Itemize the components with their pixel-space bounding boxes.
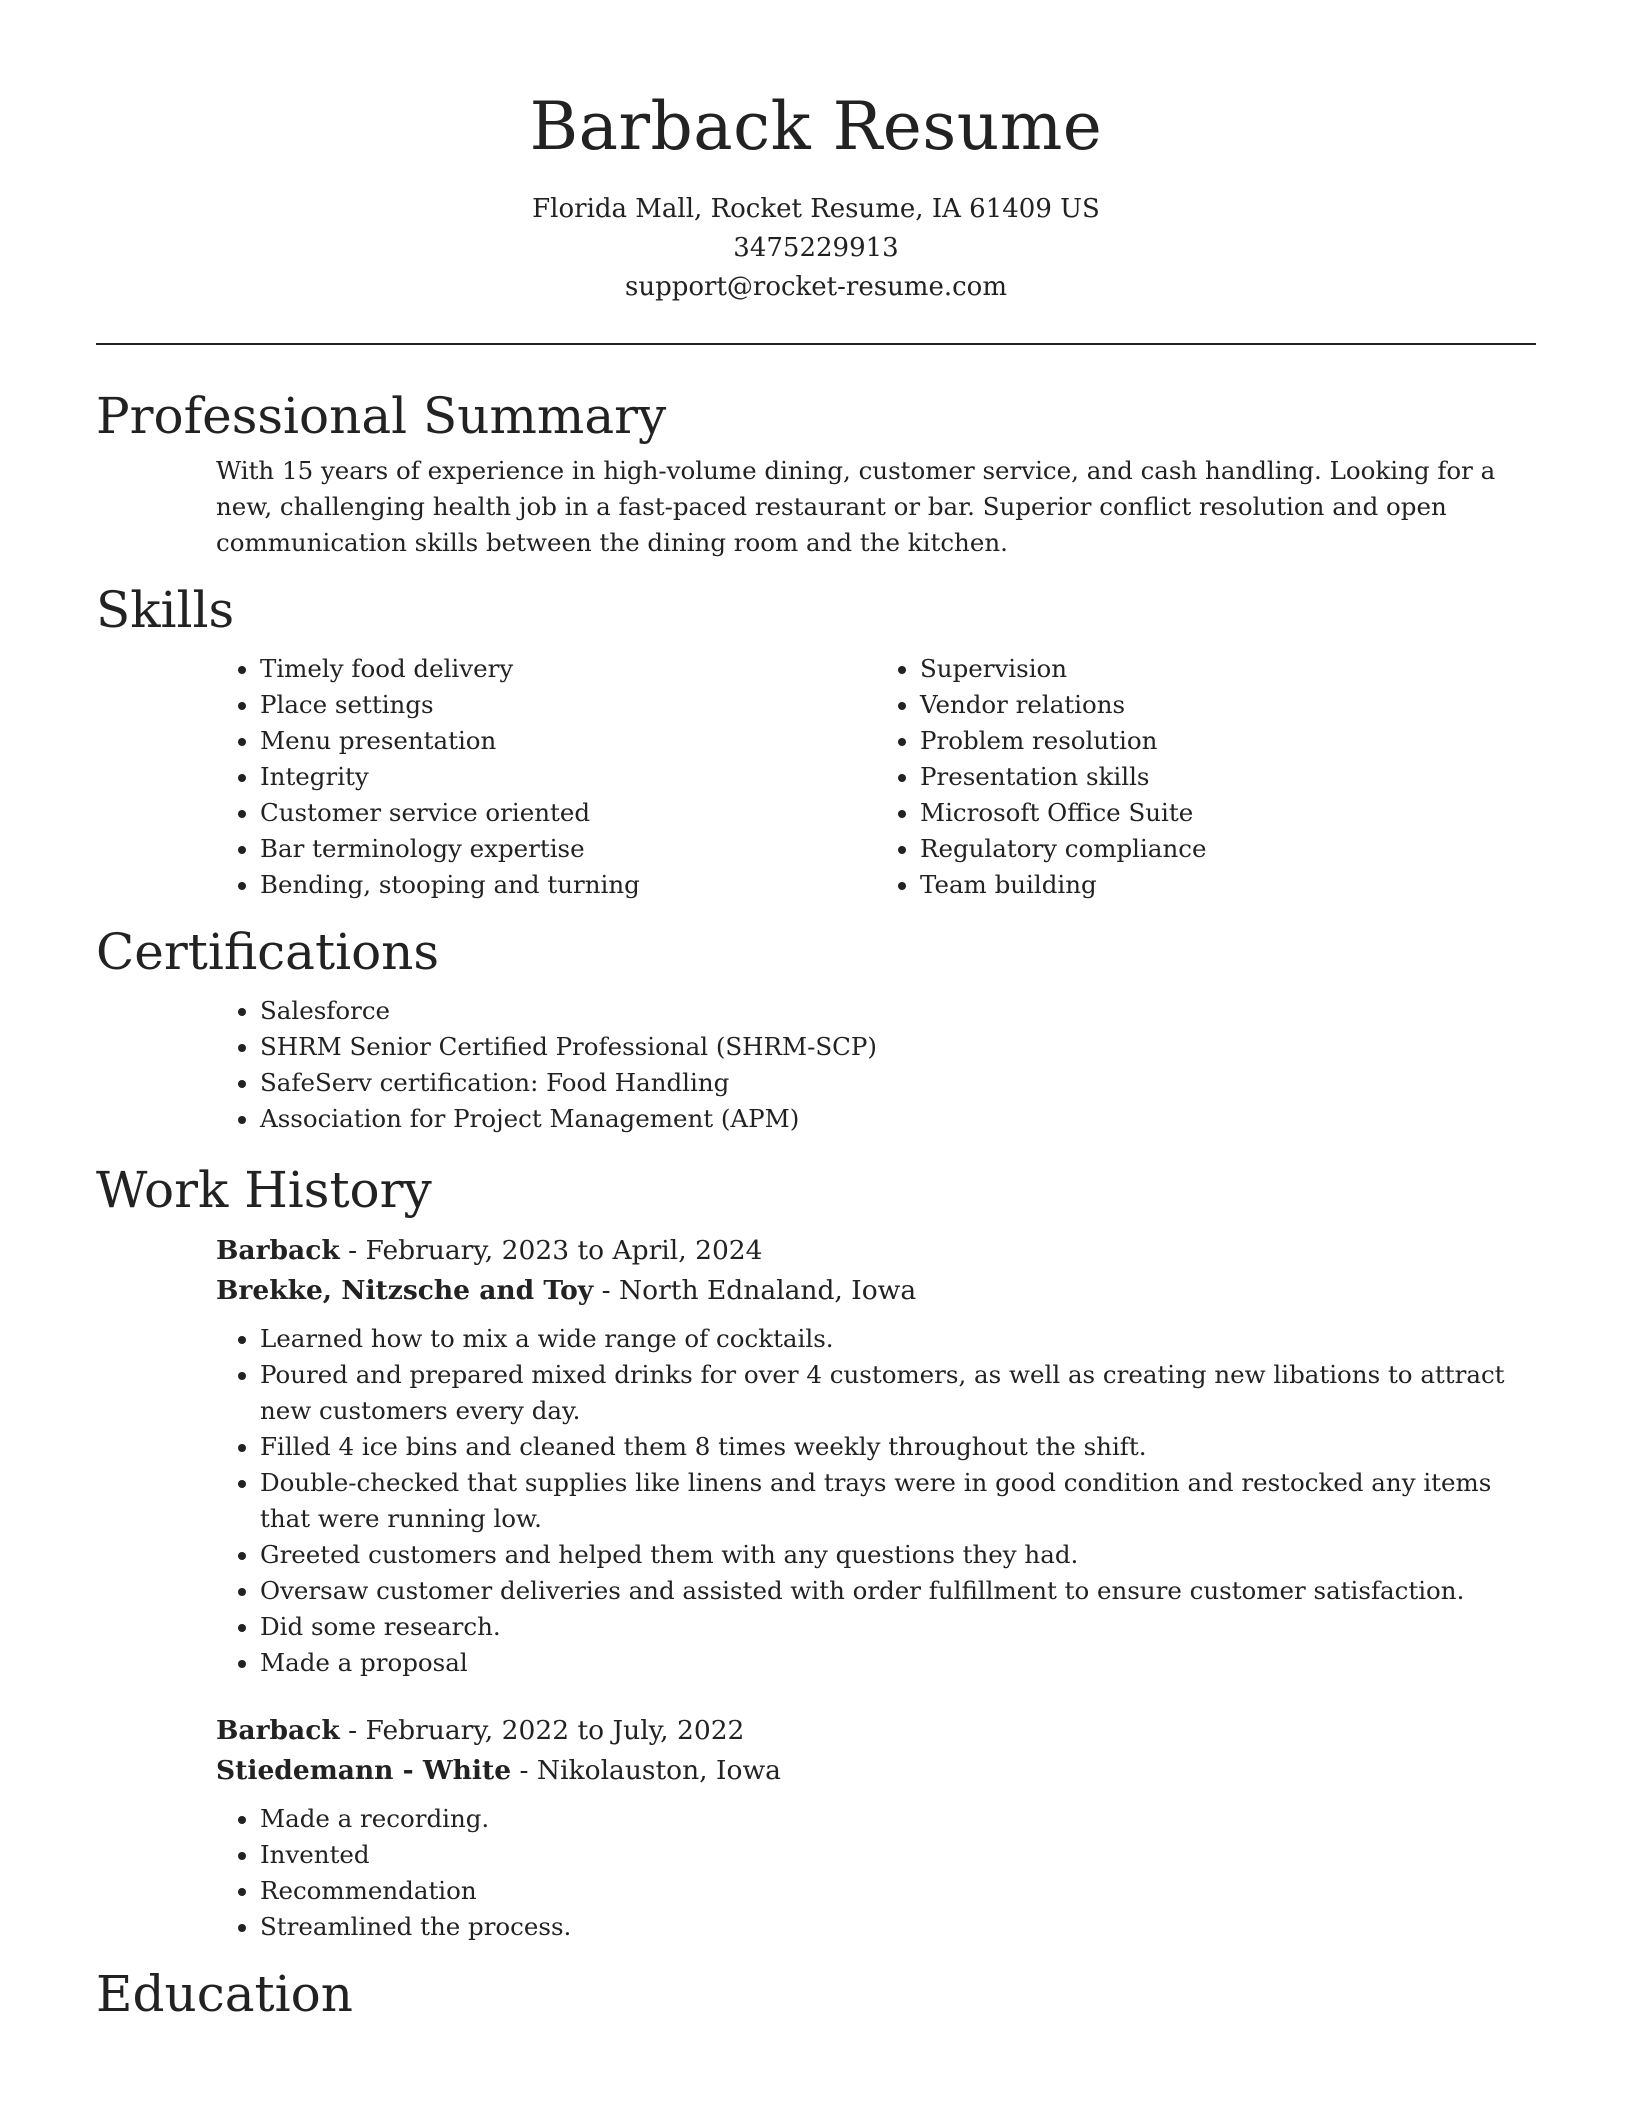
job-role: Barback bbox=[216, 1235, 340, 1266]
job-location: - Nikolauston, Iowa bbox=[511, 1755, 781, 1786]
certifications-list bbox=[216, 993, 1536, 1137]
header-divider bbox=[96, 343, 1536, 345]
job-bullet: • Invented bbox=[260, 1837, 1536, 1873]
skills-columns bbox=[216, 651, 1536, 903]
contact-address: Florida Mall, Rocket Resume, IA 61409 US bbox=[532, 194, 1100, 224]
job-company: Brekke, Nitzsche and Toy bbox=[216, 1275, 594, 1306]
work-history-section bbox=[96, 1159, 1536, 1945]
skill-item: • Integrity bbox=[260, 759, 876, 795]
job-company: Stiedemann - White bbox=[216, 1755, 512, 1786]
job-bullet: • Made a recording. bbox=[260, 1801, 1536, 1837]
certifications-heading: Certifications bbox=[96, 923, 440, 981]
contact-block bbox=[96, 190, 1536, 307]
skill-item: • Menu presentation bbox=[260, 723, 876, 759]
certification-item: • Salesforce bbox=[260, 993, 1536, 1029]
job-location: - North Ednaland, Iowa bbox=[593, 1275, 917, 1306]
job-bullets bbox=[216, 1801, 1536, 1945]
education-section bbox=[96, 1963, 1536, 2025]
skill-item: • Place settings bbox=[260, 687, 876, 723]
resume-page bbox=[96, 0, 1536, 2025]
skill-item: • Problem resolution bbox=[920, 723, 1536, 759]
skills-section bbox=[96, 579, 1536, 903]
job-bullet: • Greeted customers and helped them with any questions they had. bbox=[260, 1537, 1536, 1573]
job-bullet: • Streamlined the process. bbox=[260, 1909, 1536, 1945]
skill-item: • Timely food delivery bbox=[260, 651, 876, 687]
certification-item: • SafeServ certification: Food Handling bbox=[260, 1065, 1536, 1101]
certification-item: • Association for Project Management (APM) bbox=[260, 1101, 1536, 1137]
skill-item: • Bar terminology expertise bbox=[260, 831, 876, 867]
skill-item: • Presentation skills bbox=[920, 759, 1536, 795]
contact-email: support@rocket-resume.com bbox=[624, 272, 1007, 302]
job-title-line bbox=[216, 1231, 1536, 1271]
certification-item: • SHRM Senior Certified Professional (SHRM-SCP) bbox=[260, 1029, 1536, 1065]
job-bullet: • Oversaw customer deliveries and assisted with order fulfillment to ensure customer satisfaction. bbox=[260, 1573, 1536, 1609]
skill-item: • Team building bbox=[920, 867, 1536, 903]
job-bullet: • Learned how to mix a wide range of cocktails. bbox=[260, 1321, 1536, 1357]
job-bullet: • Recommendation bbox=[260, 1873, 1536, 1909]
summary-section bbox=[96, 385, 1536, 561]
skill-item: • Bending, stooping and turning bbox=[260, 867, 876, 903]
skills-list-right bbox=[876, 651, 1536, 903]
resume-title: Barback Resume bbox=[529, 88, 1103, 165]
job-title-line bbox=[216, 1711, 1536, 1751]
skill-item: • Customer service oriented bbox=[260, 795, 876, 831]
job-bullet: • Double-checked that supplies like linens and trays were in good condition and restocked any items that were running low. bbox=[260, 1465, 1536, 1537]
job-entry bbox=[216, 1711, 1536, 1945]
education-heading: Education bbox=[96, 1965, 353, 2023]
skills-list-left bbox=[216, 651, 876, 903]
contact-phone: 3475229913 bbox=[733, 233, 899, 263]
job-bullet: • Did some research. bbox=[260, 1609, 1536, 1645]
job-dates: - February, 2022 to July, 2022 bbox=[339, 1715, 745, 1746]
job-role: Barback bbox=[216, 1715, 340, 1746]
skill-item: • Microsoft Office Suite bbox=[920, 795, 1536, 831]
skills-heading: Skills bbox=[96, 581, 235, 639]
resume-header bbox=[96, 0, 1536, 307]
summary-text: With 15 years of experience in high-volume dining, customer service, and cash handling. Looking for a new, challenging health job in a fast-paced restaurant or bar. Superior conflict resolution and open communication skills between the dining room and the kitchen. bbox=[216, 456, 1496, 557]
job-company-line bbox=[216, 1751, 1536, 1791]
skill-item: • Supervision bbox=[920, 651, 1536, 687]
certifications-list-wrap bbox=[216, 993, 1536, 1137]
job-bullets bbox=[216, 1321, 1536, 1681]
summary-heading: Professional Summary bbox=[96, 387, 667, 445]
certifications-section bbox=[96, 921, 1536, 1137]
skill-item: • Vendor relations bbox=[920, 687, 1536, 723]
skill-item: • Regulatory compliance bbox=[920, 831, 1536, 867]
job-bullet: • Filled 4 ice bins and cleaned them 8 times weekly throughout the shift. bbox=[260, 1429, 1536, 1465]
job-entry bbox=[216, 1231, 1536, 1681]
job-dates: - February, 2023 to April, 2024 bbox=[339, 1235, 763, 1266]
work-history-heading: Work History bbox=[96, 1161, 432, 1219]
job-bullet: • Poured and prepared mixed drinks for over 4 customers, as well as creating new libations to attract new customers every day. bbox=[260, 1357, 1536, 1429]
job-company-line bbox=[216, 1271, 1536, 1311]
job-bullet: • Made a proposal bbox=[260, 1645, 1536, 1681]
